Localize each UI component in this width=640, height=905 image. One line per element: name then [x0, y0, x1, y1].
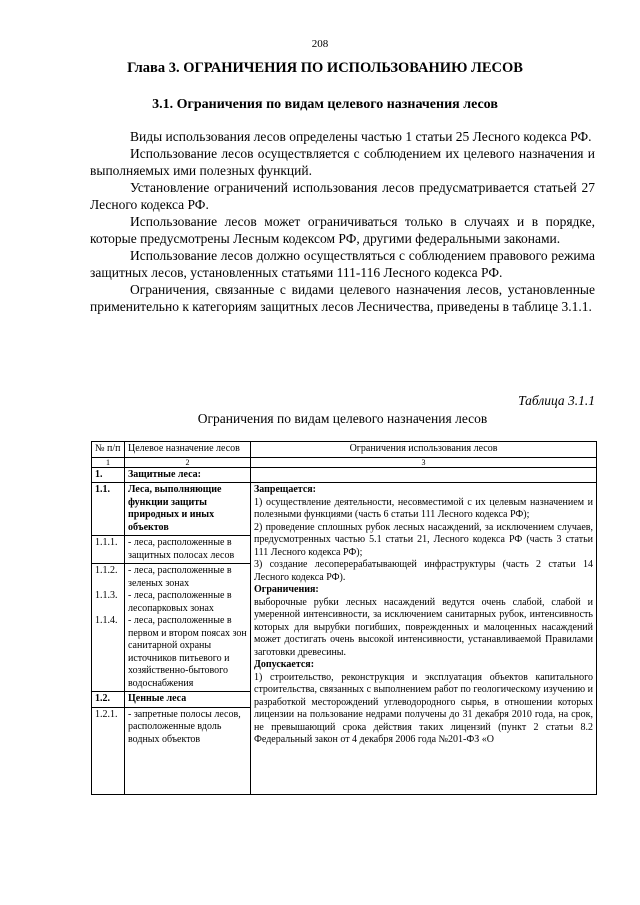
table-caption: Ограничения по видам целевого назначения лесов [197, 411, 488, 426]
column-number-row [92, 457, 597, 467]
row-number-item: 1.1.3. [95, 590, 118, 601]
restrictions-table [91, 441, 597, 795]
row-purpose: Защитные леса: [125, 467, 251, 483]
restrictions-cell [251, 483, 597, 795]
paragraph: Использование лесов может ограничиваться только в случаях и в порядке, которые предусмотрены Лесным кодексом РФ, другими федеральными законами. [90, 214, 595, 246]
row-purpose-item: - леса, расположенные в лесопарковых зонах [128, 590, 232, 614]
paragraph: Использование лесов осуществляется с соблюдением их целевого назначения и выполняемых ими полезных функций. [90, 146, 595, 178]
header-number: № п/п [92, 442, 125, 458]
paragraph: Использование лесов должно осуществляться с соблюдением правового режима защитных лесов, установленных статьями 111-116 Лесного кодекса РФ. [90, 248, 595, 280]
row-number: 1.1.1. [92, 536, 125, 564]
section-title: 3.1. Ограничения по видам целевого назначения лесов [152, 97, 498, 112]
column-number: 1 [92, 457, 125, 467]
row-number: 1.1. [92, 483, 125, 536]
row-number [92, 564, 125, 692]
row-number: 1.2. [92, 692, 125, 708]
paragraph: Установление ограничений использования лесов предусматривается статьей 27 Лесного кодекса РФ. [90, 180, 595, 212]
chapter-title: Глава 3. ОГРАНИЧЕНИЯ ПО ИСПОЛЬЗОВАНИЮ ЛЕСОВ [127, 60, 523, 76]
limits-label: Ограничения: [254, 584, 319, 595]
column-number: 2 [125, 457, 251, 467]
paragraph: Виды использования лесов определены частью 1 статьи 25 Лесного кодекса РФ. [130, 129, 592, 144]
table-row [92, 467, 597, 483]
header-purpose: Целевое назначение лесов [125, 442, 251, 458]
row-purpose: - леса, расположенные в защитных полосах лесов [125, 536, 251, 564]
row-purpose: Леса, выполняющие функции защиты природных и иных объектов [125, 483, 251, 536]
row-purpose [125, 564, 251, 692]
table-reference: Таблица 3.1.1 [518, 393, 595, 408]
row-purpose: - запретные полосы лесов, расположенные вдоль водных объектов [125, 707, 251, 794]
limits-text: выборочные рубки лесных насаждений ведутся очень слабой, слабой и умеренной интенсивности, за исключением санитарных рубок, интенсивность которых для вырубки погибших, поврежденных и малоценных насаждений может достигать очень высокой интенсивности, устанавливаемой Правилами заготовки древесины. [254, 596, 593, 658]
row-number-item: 1.1.4. [95, 615, 118, 626]
body-text [90, 128, 595, 315]
row-restrictions-empty [251, 467, 597, 483]
allowed-item: 1) строительство, реконструкция и эксплуатация объектов капитального строительства, связанных с выполнением работ по геологическому изучению и разработкой месторождений углеводородного сырья, в отношении которых лицензии на пользование недрами получены до 31 декабря 2010 года, на срок, не превышающий срока действия таких лицензий (пункт 2 статьи 8.2 Федеральный закон от 4 декабря 2006 года №201-ФЗ «О [254, 671, 593, 745]
row-number-item: 1.1.2. [95, 565, 118, 576]
header-restrictions: Ограничения использования лесов [251, 442, 597, 458]
row-purpose-item: - леса, расположенные в зеленых зонах [128, 565, 232, 589]
table-header-row [92, 442, 597, 458]
allowed-label: Допускается: [254, 659, 315, 670]
row-number: 1. [92, 467, 125, 483]
prohibited-item: 1) осуществление деятельности, несовместимой с их целевым назначением и полезными функциями (часть 6 статьи 111 Лесного кодекса РФ); [254, 496, 593, 520]
prohibited-label: Запрещается: [254, 484, 317, 495]
prohibited-item: 2) проведение сплошных рубок лесных насаждений, за исключением случаев, предусмотренных частью 5.1 статьи 21, Лесного кодекса РФ (часть 3 статьи 111 Лесного кодекса РФ); [254, 521, 593, 558]
row-purpose-item: - леса, расположенные в первом и втором поясах зон санитарной охраны источников питьевого и хозяйственно-бытового водоснабжения [128, 615, 247, 689]
prohibited-item: 3) создание лесоперерабатывающей инфраструктуры (часть 2 статьи 14 Лесного кодекса РФ). [254, 559, 593, 583]
table-row [92, 483, 597, 536]
paragraph: Ограничения, связанные с видами целевого назначения лесов, установленные применительно к категориям защитных лесов Лесничества, приведены в таблице 3.1.1. [90, 282, 595, 314]
row-number: 1.2.1. [92, 707, 125, 794]
column-number: 3 [251, 457, 597, 467]
row-purpose: Ценные леса [125, 692, 251, 708]
page-number: 208 [311, 38, 329, 50]
